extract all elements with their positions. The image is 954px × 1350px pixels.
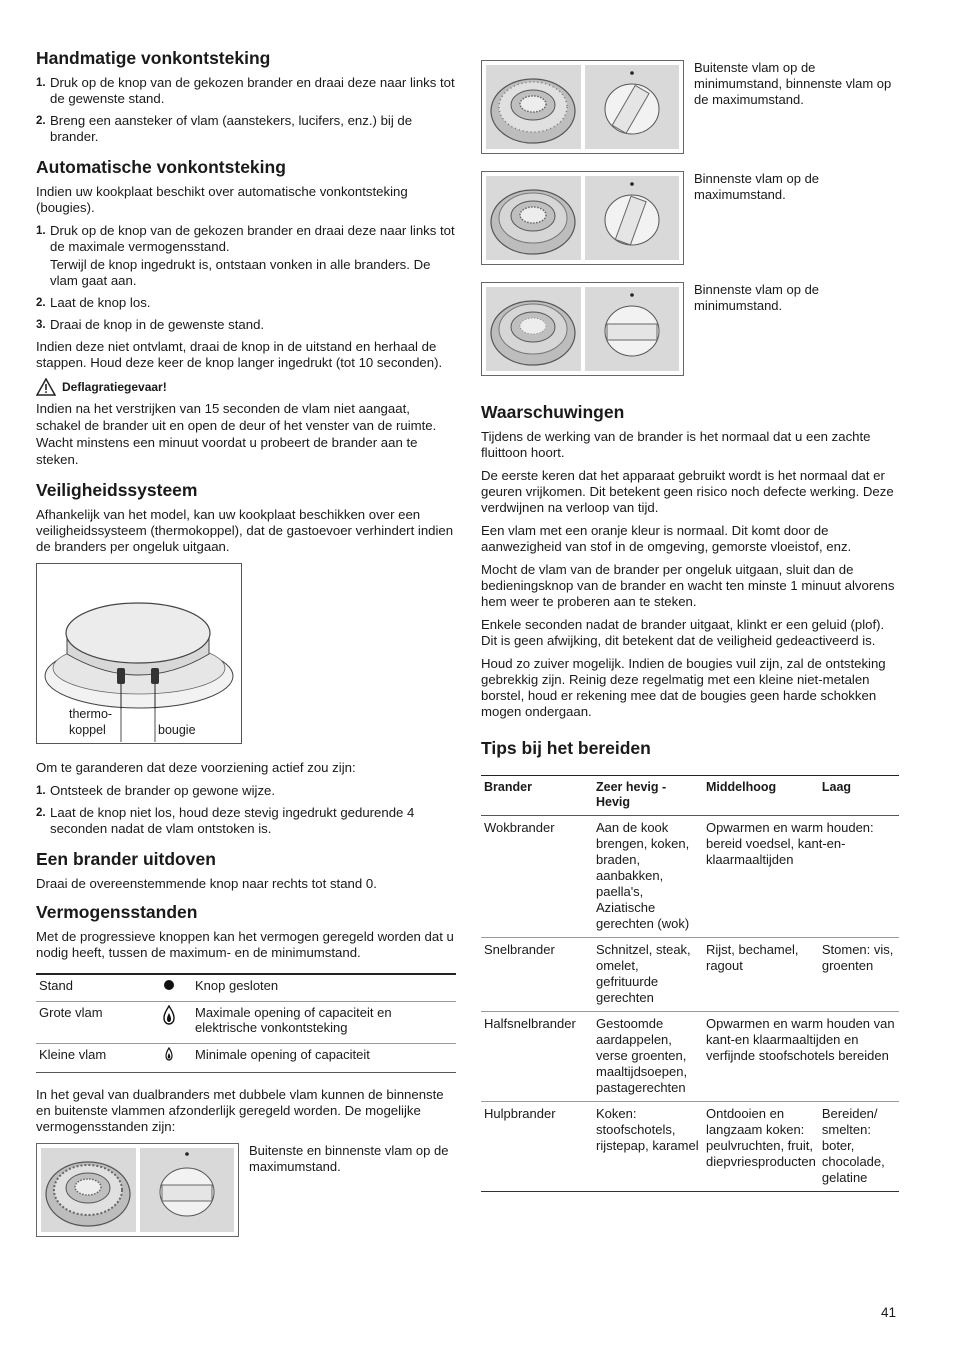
knob-photo (140, 1148, 235, 1232)
heading-warnings: Waarschuwingen (481, 402, 625, 422)
right-column (481, 60, 901, 1192)
heading-safety-system: Veiligheidssysteem (36, 480, 198, 500)
burner-safety-figure (36, 563, 242, 744)
dual-burner-text: In het geval van dualbranders met dubbele vlam kunnen de binnenste en buitenste vlammen afzonderlijk geregeld worden. De mogelijke vermogensstanden zijn: (36, 1087, 444, 1134)
label-spark-plug: bougie (158, 723, 196, 737)
knob-photo (585, 176, 680, 260)
power-text: Met de progressieve knoppen kan het vermogen geregeld worden dat u nodig heeft, tussen de maximum- en de minimumstand. (36, 929, 454, 960)
power-levels-table (36, 973, 456, 1073)
dual-figure-1 (36, 1143, 456, 1237)
page-number: 41 (881, 1305, 897, 1320)
dual-figure-3 (481, 171, 901, 265)
safety-steps (36, 783, 456, 837)
auto-after-text: Indien deze niet ontvlamt, draai de knop in de uitstand en herhaal de stappen. Houd deze keer de knop langer ingedrukt (tot 10 seconden). (36, 339, 443, 370)
heading-auto-ignition: Automatische vonkontsteking (36, 157, 286, 177)
warning-paragraph: De eerste keren dat het apparaat gebruikt wordt is het normaal dat er geuren vrijkomen. Dit betekent geen risico noch defecte werking. Deze verdwijnen na verloop van tijd. (481, 468, 894, 515)
heading-cooking-tips: Tips bij het bereiden (481, 738, 651, 758)
list-item: 1. Druk op de knop van de gekozen brander en draai deze naar links tot de gewenste stand. (36, 75, 455, 106)
list-item: 2. Laat de knop niet los, houd deze stevig ingedrukt gedurende 4 seconden nadat de vlam ontstoken is. (36, 805, 415, 836)
large-flame-icon (146, 1002, 192, 1044)
label-thermocouple: thermo- koppel (69, 707, 113, 737)
table-header-row: Brander Zeer hevig - Hevig Middelhoog Laag (481, 776, 899, 816)
auto-intro: Indien uw kookplaat beschikt over automatische vonkontsteking (bougies). (36, 184, 408, 215)
dual-caption: Buitenste en binnenste vlam op de maximumstand. (249, 1143, 449, 1174)
warning-triangle-icon (36, 378, 56, 396)
manual-steps (36, 75, 456, 145)
table-row: Wokbrander Aan de kook brengen, koken, braden, aanbakken, paella's, Aziatische gerechten (wok) Opwarmen en warm houden: bereid voedsel, kant-en-klaarmaaltijden (481, 816, 899, 938)
heading-power-levels: Vermogensstanden (36, 902, 198, 922)
list-item: 1. Druk op de knop van de gekozen brander en draai deze naar links tot de maximale vermogensstand. Terwijl de knop ingedrukt is, ontstaan vonken in alle branders. De vlam gaat aan. (36, 223, 455, 288)
table-row: Grote vlam Maximale opening of capaciteit en elektrische vonkontsteking (36, 1002, 456, 1044)
list-item: 2. Breng een aansteker of vlam (aanstekers, lucifers, enz.) bij de brander. (36, 113, 413, 144)
dual-caption: Buitenste vlam op de minimumstand, binnenste vlam op de maximumstand. (694, 60, 892, 107)
dual-burner-image (481, 60, 684, 154)
knob-photo (585, 65, 680, 149)
dual-figure-2 (481, 60, 901, 154)
cooking-tips-table (481, 775, 899, 1192)
warning-paragraph: Mocht de vlam van de brander per ongeluk uitgaan, sluit dan de bedieningsknop van de brander en wacht ten minste 1 minuut alvorens hem weer te proberen aan te steken. (481, 562, 895, 609)
table-row: Stand Knop gesloten (36, 974, 456, 1002)
auto-steps (36, 223, 456, 333)
safety-after-text: Om te garanderen dat deze voorziening actief zou zijn: (36, 760, 356, 775)
dual-burner-image (36, 1143, 239, 1237)
table-row: Hulpbrander Koken: stoofschotels, rijstepap, karamel Ontdooien en langzaam koken: peulvruchten, fruit, diepvriesproducten Bereiden/ smelten: boter, chocolade, gelatine (481, 1102, 899, 1192)
burner-photo (486, 287, 581, 371)
list-item: 3. Draai de knop in de gewenste stand. (36, 317, 265, 332)
closed-dot-icon (146, 974, 192, 1002)
dual-figure-4 (481, 282, 901, 376)
burner-photo (486, 65, 581, 149)
burner-photo (41, 1148, 136, 1232)
left-column (36, 48, 456, 1251)
dual-burner-image (481, 282, 684, 376)
list-item: 2. Laat de knop los. (36, 295, 151, 310)
warning-paragraph: Tijdens de werking van de brander is het normaal dat u een zachte fluittoon hoort. (481, 429, 871, 460)
warning-paragraph: Houd zo zuiver mogelijk. Indien de bougies vuil zijn, zal de ontsteking gebrekkig zijn. Reinig deze regelmatig met een kleine niet-metalen borstel, houd er rekening mee dat de bougies geen harde schokken mogen ondergaan. (481, 656, 886, 719)
table-row: Snelbrander Schnitzel, steak, omelet, gefrituurde gerechten Rijst, bechamel, ragout Stomen: vis, groenten (481, 938, 899, 1012)
heading-extinguish: Een brander uitdoven (36, 849, 216, 869)
table-row: Kleine vlam Minimale opening of capaciteit (36, 1044, 456, 1073)
step-note: Terwijl de knop ingedrukt is, ontstaan vonken in alle branders. De vlam gaat aan. (50, 257, 431, 288)
dual-caption: Binnenste vlam op de minimumstand. (694, 282, 820, 313)
dual-burner-image (481, 171, 684, 265)
table-row: Halfsnelbrander Gestoomde aardappelen, verse groenten, maaltijdsoepen, pastagerechten Opwarmen en warm houden van kant-en klaarmaaltijden en verfijnde stoofschotels bereiden (481, 1012, 899, 1102)
warning-heading: Deflagratiegevaar! (36, 378, 456, 396)
burner-photo (486, 176, 581, 260)
extinguish-text: Draai de overeenstemmende knop naar rechts tot stand 0. (36, 876, 377, 891)
safety-text: Afhankelijk van het model, kan uw kookplaat beschikken over een veiligheidssysteem (thermokoppel), dat de gastoevoer verhindert indien de branders per ongeluk uitgaan. (36, 507, 454, 554)
warning-text: Indien na het verstrijken van 15 seconden de vlam niet aangaat, schakel de brander uit en open de deur of het venster van de ruimte. Wacht minstens een minuut voordat u probeert de brander aan te steken. (36, 401, 437, 467)
knob-photo (585, 287, 680, 371)
dual-caption: Binnenste vlam op de maximumstand. (694, 171, 820, 202)
burner-illustration (37, 564, 241, 743)
warning-paragraph: Een vlam met een oranje kleur is normaal. Dit komt door de aanwezigheid van stof in de omgeving, gemorste vloeistof, enz. (481, 523, 852, 554)
heading-manual-ignition: Handmatige vonkontsteking (36, 48, 271, 68)
small-flame-icon (146, 1044, 192, 1073)
warning-paragraph: Enkele seconden nadat de brander uitgaat, klinkt er een geluid (plof). Dit is geen afwijking, dit betekent dat de veiligheid gedeactiveerd is. (481, 617, 885, 648)
list-item: 1. Ontsteek de brander op gewone wijze. (36, 783, 276, 798)
